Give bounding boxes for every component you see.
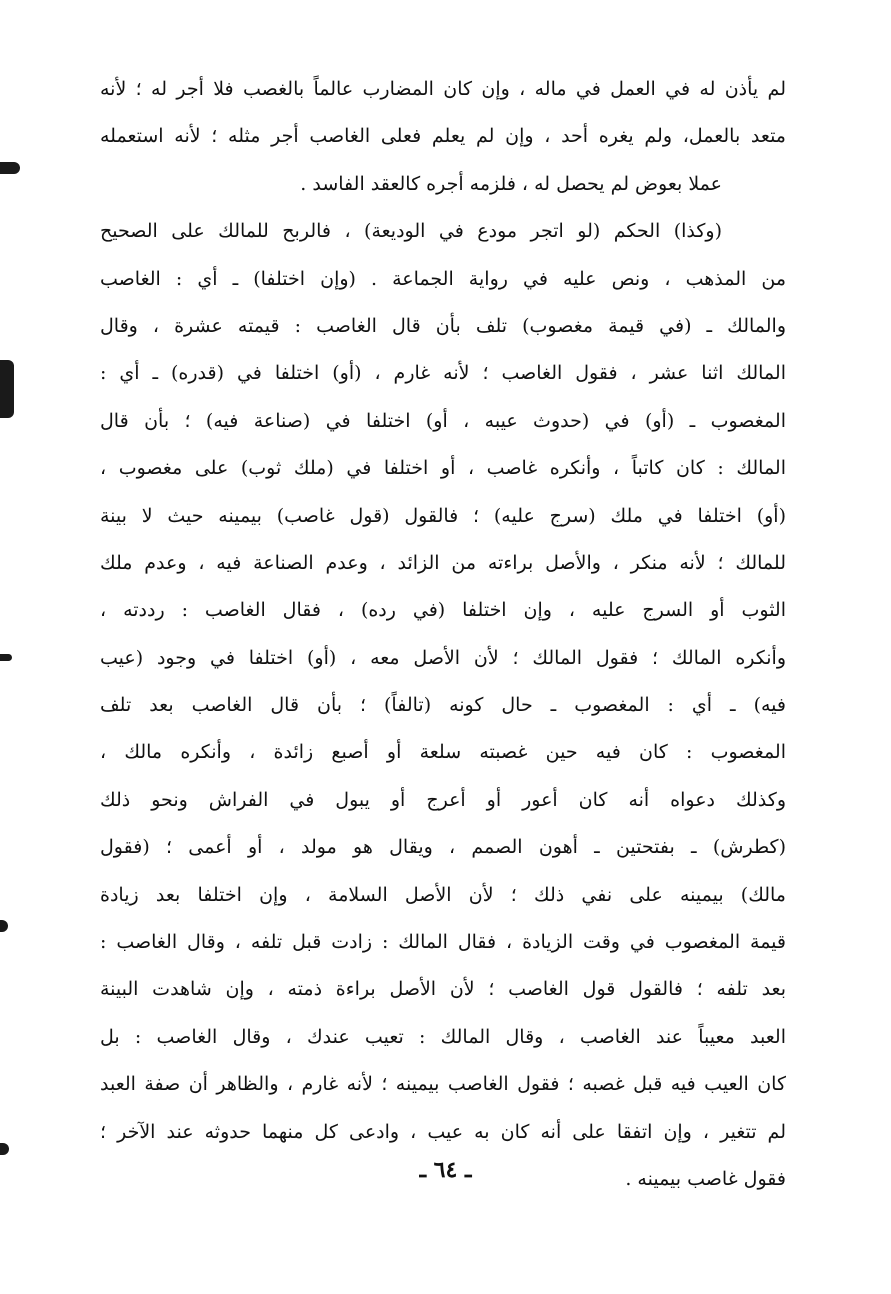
text-line: وأنكره المالك ؛ فقول المالك ؛ لأن الأصل معه ، (أو) اختلفا في وجود (عيب — [100, 646, 786, 669]
text-line: للمالك ؛ لأنه منكر ، والأصل براءته من الزائد ، وعدم الصناعة فيه ، وعدم ملك — [100, 551, 786, 574]
text-line: فيه) ـ أي : المغصوب ـ حال كونه (تالفاً) ؛ بأن قال الغاصب بعد تلف — [100, 694, 786, 717]
text-line: العبد معيباً عند الغاصب ، وقال المالك : تعيب عندك ، وقال الغاصب : بل — [100, 1025, 786, 1048]
text-line: وكذلك دعواه أنه كان أعور أو أعرج أو يبول في الفراش ونحو ذلك — [100, 788, 786, 811]
text-line: متعد بالعمل، ولم يغره أحد ، وإن لم يعلم فعلى الغاصب أجر مثله ؛ لأنه استعمله — [100, 125, 786, 148]
text-line: (كطرش) ـ بفتحتين ـ أهون الصمم ، ويقال هو مولد ، أو أعمى ؛ (فقول — [100, 836, 786, 859]
text-line: مالك) بيمينه على نفي ذلك ؛ لأن الأصل السلامة ، وإن اختلفا بعد زيادة — [100, 883, 786, 906]
scan-mark — [0, 654, 12, 661]
body-text — [100, 66, 786, 1203]
text-line: لم يأذن له في العمل في ماله ، وإن كان المضارب عالماً بالغصب فلا أجر له ؛ لأنه — [100, 78, 786, 100]
text-line: المالك اثنا عشر ، فقول الغاصب ؛ لأنه غارم ، (أو) اختلفا في (قدره) ـ أي : — [100, 362, 786, 385]
text-line: قيمة المغصوب في وقت الزيادة ، فقال المالك : زادت قبل تلفه ، وقال الغاصب : — [100, 931, 786, 954]
scan-mark — [0, 920, 8, 932]
text-line: بعد تلفه ؛ فالقول قول الغاصب ؛ لأن الأصل براءة ذمته ، وإن شاهدت البينة — [100, 978, 786, 1001]
text-line: المالك : كان كاتباً ، وأنكره غاصب ، أو اختلفا في (ملك ثوب) على مغصوب ، — [100, 457, 786, 480]
text-line: فقول غاصب بيمينه . — [625, 1167, 786, 1190]
text-line: لم تتغير ، وإن اتفقا على أنه كان به عيب ، وادعى كل منهما حدوثه عند الآخر ؛ — [100, 1120, 786, 1143]
text-line: المغصوب : كان فيه حين غصبته سلعة أو أصبع زائدة ، وأنكره مالك ، — [100, 741, 786, 764]
scan-mark — [0, 360, 14, 418]
scan-mark — [0, 162, 20, 174]
text-line: (وكذا) الحكم (لو اتجر مودع في الوديعة) ، فالربح للمالك على الصحيح — [100, 220, 722, 243]
text-line: والمالك ـ (في قيمة مغصوب) تلف بأن قال الغاصب : قيمته عشرة ، وقال — [100, 314, 786, 337]
text-line: المغصوب ـ (أو) في (حدوث عيبه ، أو) اختلفا في (صناعة فيه) ؛ بأن قال — [100, 409, 786, 432]
text-line: من المذهب ، ونص عليه في رواية الجماعة . (وإن اختلفا) ـ أي : الغاصب — [100, 267, 786, 290]
text-line: (أو) اختلفا في ملك (سرج عليه) ؛ فالقول (قول غاصب) بيمينه حيث لا بينة — [100, 504, 786, 527]
text-line: الثوب أو السرج عليه ، وإن اختلفا (في رده) ، فقال الغاصب : رددته ، — [100, 599, 786, 622]
page-number: ـ ٦٤ ـ — [419, 1157, 472, 1183]
text-line: كان العيب فيه قبل غصبه ؛ فقول الغاصب بيمينه ؛ لأنه غارم ، والظاهر أن صفة العبد — [100, 1073, 786, 1096]
text-line: عملا بعوض لم يحصل له ، فلزمه أجره كالعقد الفاسد . — [300, 172, 722, 195]
